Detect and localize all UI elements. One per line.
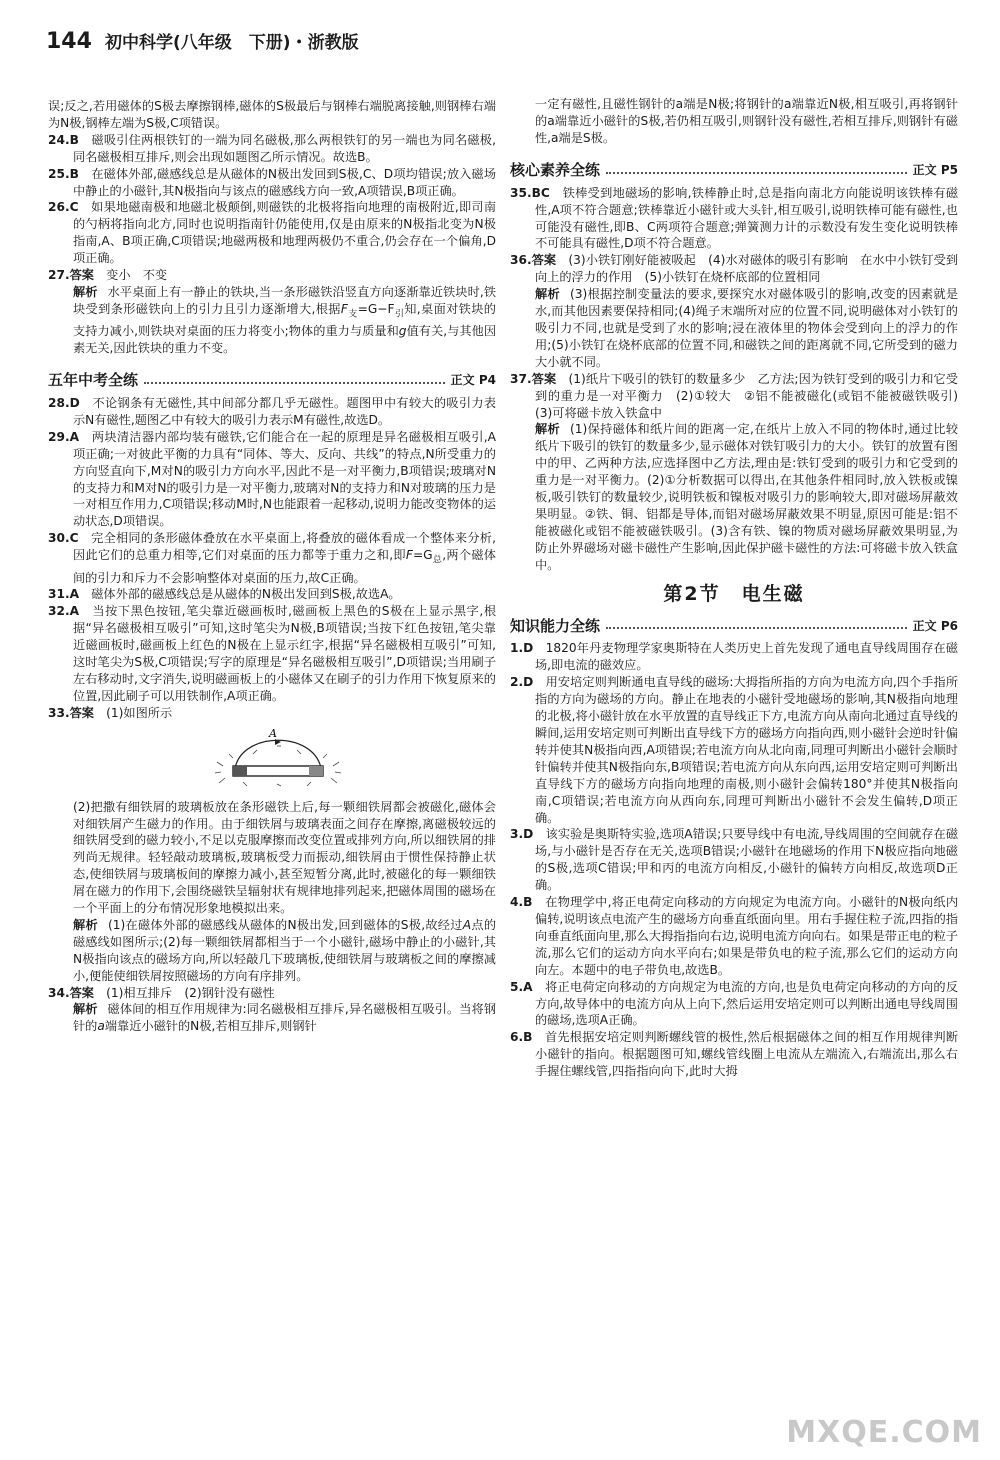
equation: =G−F [357, 301, 395, 316]
section-heading-knowledge [510, 612, 958, 634]
subscript: 引 [394, 309, 405, 320]
section-heading-zhongkao [48, 367, 496, 389]
question-number: 24.B [48, 132, 79, 147]
answer-33-part2: (2)把撒有细铁屑的玻璃板放在条形磁铁上后,每一颗细铁屑都会被磁化,磁体会对细铁屑产生磁力的作用。由于细铁屑与玻璃表面之间存在摩擦,离磁极较远的细铁屑受到的磁力较小,不足以克服摩擦而改变位置或排列方向,所以细铁屑的排列尚无规律。轻轻敲动玻璃板,玻璃板受力而振动,细铁屑由于惯性保持静止状态,使细铁屑与玻璃板间的摩擦力减小,甚至短暂分离,此时,被磁化的每一颗细铁屑在磁力的作用下,会围绕磁铁呈辐射状有规律地排列起来,把磁体周围的磁场在一个平面上的分布情况形象地模拟出来。 [73, 799, 496, 916]
answer-value: (1)相互排斥 (2)钢针没有磁性 [106, 985, 275, 1000]
answer-text: 磁吸引住两根铁钉的一端为同名磁极,那么两根铁钉的另一端也为同名磁极,同名磁极相互排斥,则会出现如题图乙所示情况。故选B。 [73, 132, 497, 164]
explanation-label: 解析 [73, 284, 98, 299]
symbol: F [340, 301, 348, 316]
question-number: 6.B [510, 1030, 533, 1045]
subscript: 总 [432, 555, 443, 566]
explanation-text: 值有关,与其他因素无关,因此铁块的重力不变。 [73, 324, 497, 356]
explanation-27 [48, 284, 496, 357]
explanation-text: 端靠近小磁针的N极,若相互排斥,则钢针 [104, 1019, 317, 1034]
answer-35 [510, 185, 958, 253]
explanation-text: (1)保持磁体和纸片间的距离一定,在纸片上放入不同的物体时,通过比较纸片下吸引的铁钉的数量多少,显示磁体对铁钉吸引力的大小。铁钉的放置有图中的甲、乙两种方法,应选择图中乙方法,理由是:铁钉受到的吸引力和它受到的重力是一对平衡力。(2)①分析数据可以得出,在其他条件相同时,放入铁板或镍板,吸引铁钉的数量较少,说明铁板和镍板对吸引力的影响较大,即对磁场屏蔽效果明显。②铁、铜、铝都是导体,而铝对磁场屏蔽效果不明显,原因可能是:铝不能被磁化或铝不能被磁铁吸引。(3)含有铁、镍的物质对磁场屏蔽效果明显,为防止外界磁场对磁卡磁性产生影响,因此保护磁卡磁性的方法:可将磁卡放入铁盒中。 [535, 422, 959, 572]
question-number: 36.答案 [510, 253, 557, 268]
question-number: 35.BC [510, 185, 550, 200]
answer-30 [48, 530, 496, 586]
question-number: 33.答案 [48, 705, 94, 720]
section-title: 知识能力全练 [510, 616, 601, 635]
answer-text: 两块清洁器内部均装有磁铁,它们能合在一起的原理是异名磁极相互吸引,A项正确;一对彼此平衡的力具有“同体、等大、反向、共线”的特点,N所受重力的方向竖直向下,M对N的吸引力方向水平,因此不是一对平衡力,B项错误;玻璃对N的支持力和M对N的吸引力是一对平衡力,玻璃对N的支持力和N对玻璃的压力是一对相互作用力,C项错误;移动M时,N也能跟着一起移动,说明力能改变物体的运动状态,D项错误。 [73, 429, 496, 529]
magnet-pole-right [309, 766, 323, 776]
explanation-label: 解析 [535, 287, 560, 302]
magnet-pole-left [233, 766, 247, 776]
question-number: 3.D [510, 827, 534, 842]
symbol: g [398, 324, 407, 339]
question-number: 29.A [48, 429, 80, 444]
answer-value: (3)小铁钉刚好能被吸起 (4)水对磁体的吸引有影响 在水中小铁钉受到向上的浮力的作用 (5)小铁钉在烧杯底部的位置相同 [535, 253, 959, 285]
answer-text: 用安培定则判断通电直导线的磁场:大拇指所指的方向为电流方向,四个手指所指的方向为磁场的方向。静止在地表的小磁针受地磁场的影响,其N极指向地理的北极,将小磁针放在水平放置的直导线正下方,电流方向从南向北通过直导线的瞬间,运用安培定则可判断出直导线下方的磁场方向指向西,则小磁针会逆时针偏转并使其N极指向西,A项错误;若电流方向从北向南,同理可判断出小磁针会顺时针偏转并使其N极指向东,B项错误;若电流方向从东向西,运用安培定则可判断出直导线下方的磁场方向指向地理的南极,则小磁针会偏转180°并使其N极指向南,C项错误;若电流方向从西向东,同理可判断出小磁针不会发生偏转,D项正确。 [535, 675, 959, 825]
question-number: 26.C [48, 200, 79, 215]
question-number: 34.答案 [48, 985, 94, 1000]
explanation-text: (3)根据控制变量法的要求,要探究水对磁体吸引的影响,改变的因素就是水,而其他因素要保持相同;(4)绳子末端所对应的位置不同,说明磁体对小铁钉的吸引力不同,也就是受到了水的影响;浸在液体里的物体会受到向上的浮力的作用;(5)小铁钉在烧杯底部的位置不同,和磁铁之间的距离就不同,它所受到的磁力大小就不同。 [535, 287, 959, 369]
dotted-leader [606, 627, 907, 629]
field-line [235, 740, 321, 768]
point-a-label: A [269, 726, 277, 740]
answer-text: 铁棒受到地磁场的影响,铁棒静止时,总是指向南北方向能说明该铁棒有磁性,A项不符合题意;铁棒靠近小磁针或大头针,相互吸引,说明铁棒可能有磁性,也可能没有磁性,即B、C两项符合题意;弹簧测力计的示数没有发生变化说明铁棒不可能具有磁性,D项不符合题意。 [535, 185, 959, 251]
subscript: 支 [347, 309, 358, 320]
answer-value: (1)如图所示 [106, 705, 173, 720]
question-number: 30.C [48, 531, 79, 546]
question-number: 1.D [510, 641, 534, 656]
answer-24 [48, 132, 496, 166]
left-column [48, 98, 496, 1035]
answer-text: 完全相同的条形磁体叠放在水平桌面上,将叠放的磁体看成一个整体来分析,因此它们的总重力相等,它们对桌面的压力都等于重力之和,即 [73, 531, 497, 563]
answer-26 [48, 199, 496, 267]
question-number: 5.A [510, 979, 533, 994]
answer-37 [510, 371, 971, 422]
answer-text: 首先根据安培定则判断螺线管的极性,然后根据磁体之间的相互作用规律判断小磁针的指向。根据题图可知,螺线管线圈上电流从左端流入,右端流出,那么右手握住螺线管,四指指向向下,此时大拇 [535, 1030, 959, 1079]
explanation-36 [510, 286, 958, 371]
symbol: A [462, 917, 472, 932]
dotted-leader [606, 172, 907, 174]
explanation-label: 解析 [73, 1002, 98, 1017]
explanation-label: 解析 [535, 422, 560, 437]
answer-25 [48, 166, 496, 200]
answer-text: 如果地磁南极和地磁北极颠倒,则磁铁的北极将指向地理的南极附近,即司南的勺柄将指向北方,同时也说明指南针仍能使用,仅是由原来的N极指北变为N极指南,A、B项正确,C项错误;地磁两极和地理两极仍不重合,仍会存在一个偏角,D项正确。 [73, 200, 497, 266]
answer-28 [48, 395, 496, 429]
explanation-text: 点的磁感线如图所示;(2)每一颗细铁屑都相当于一个小磁针,磁场中静止的小磁针,其N极指向该点的磁场方向,所以轻敲几下玻璃板,使细铁屑与玻璃板之间的摩擦减小,便能使细铁屑按照磁场的方向有序排列。 [73, 917, 497, 983]
section-page-ref: 正文 P4 [450, 373, 496, 388]
explanation-text: 水平桌面上有一静止的铁块,当一条形磁铁沿竖直方向逐渐靠近铁块时,铁块受到条形磁铁向上的引力且引力逐渐增大,根据 [73, 284, 497, 316]
symbol: F [405, 548, 413, 563]
question-number: 25.B [48, 166, 79, 181]
answer-29 [48, 429, 496, 530]
page-header [46, 28, 966, 62]
symbol: a [97, 1019, 105, 1034]
section-title: 五年中考全练 [48, 371, 139, 390]
question-number: 28.D [48, 396, 80, 411]
answer-27 [48, 267, 496, 284]
answer-text: 不论钢条有无磁性,其中间部分都几乎无磁性。题图甲中有较大的吸引力表示N有磁性,题图乙中有较大的吸引力表示M有磁性,故选D。 [73, 396, 497, 427]
answer-31 [48, 586, 496, 603]
answer-6 [510, 1029, 958, 1080]
answer-value: (1)纸片下吸引的铁钉的数量多少 乙方法;因为铁钉受到的吸引力和它受到的重力是一对平衡力 (2)①较大 ②铝不能被磁化(或铝不能被磁铁吸引) (3)可将磁卡放入铁盒中 [535, 371, 971, 420]
explanation-37 [510, 421, 958, 573]
book-title: 初中科学(八年级 下册)・浙教版 [105, 33, 359, 53]
section-heading-core [510, 157, 958, 179]
answer-text: 在物理学中,将正电荷定向移动的方向规定为电流方向。小磁针的N极向纸内偏转,说明该点电流产生的磁场方向垂直纸面向里。用右手握住粒子流,四指的指向垂直纸面向里,那么大拇指指向右边,说明电流方向向右。如果是带正电的粒子流,那么它们的运动方向水平向右;如果是带负电的粒子流,那么它们的运动方向向左。本题中的电子带负电,故选B。 [535, 895, 959, 977]
dotted-leader [144, 382, 445, 384]
answer-34 [48, 985, 496, 1002]
answer-2 [510, 674, 958, 826]
section-page-ref: 正文 P6 [912, 618, 958, 633]
answer-text: 1820年丹麦物理学家奥斯特在人类历史上首先发现了通电直导线周围存在磁场,即电流的磁效应。 [535, 641, 958, 673]
explanation-34 [48, 1001, 496, 1035]
answer-text: ,两个磁体间的引力和斥力不会影响整体对桌面的压力,故C正确。 [73, 548, 496, 585]
answer-5 [510, 979, 958, 1030]
explanation-text: 磁体间的相互作用规律为:同名磁极相互排斥,异名磁极相互吸引。当将钢针的 [73, 1002, 497, 1034]
section-page-ref: 正文 P5 [912, 162, 958, 177]
explanation-label: 解析 [73, 917, 98, 932]
answer-36 [510, 252, 958, 286]
right-column [510, 96, 971, 1080]
explanation-text: 知,桌面对铁块的支持力减小,则铁块对桌面的压力将变小;物体的重力与质量和 [73, 301, 496, 339]
magnet-field-figure [213, 726, 343, 788]
question-number: 32.A [48, 604, 80, 619]
answer-4 [510, 894, 958, 979]
watermark: MXQE.COM [786, 1415, 982, 1450]
answer-3 [510, 826, 958, 894]
section-title: 核心素养全练 [510, 160, 601, 179]
answer-1 [510, 640, 958, 674]
answer-32 [48, 603, 496, 704]
page-number: 144 [46, 29, 92, 54]
answer-text: 在磁体外部,磁感线总是从磁体的N极出发回到S极,C、D项均错误;放入磁场中静止的小磁针,其N极指向与该点的磁感线方向一致,A项错误,B项正确。 [73, 166, 497, 198]
explanation-33 [48, 917, 496, 985]
continued-text: 误;反之,若用磁体的S极去摩擦钢棒,磁体的S极最后与钢棒右端脱离接触,则钢棒右端为N极,钢棒左端为S极,C项错误。 [48, 99, 496, 130]
question-number: 37.答案 [510, 371, 557, 386]
answer-33 [48, 705, 496, 722]
explanation-text: (1)在磁体外部的磁感线从磁体的N极出发,回到磁体的S极,故经过 [107, 917, 463, 932]
answer-text: 磁体外部的磁感线总是从磁体的N极出发回到S极,故选A。 [91, 587, 401, 602]
question-number: 4.B [510, 895, 533, 910]
answer-text: 将正电荷定向移动的方向规定为电流的方向,也是负电荷定向移动的方向的反方向,故导体中的电流方向从上向下,然后运用安培定则可以判断出通电导线周围的磁场,选项A正确。 [535, 979, 959, 1028]
answer-text: 当按下黑色按钮,笔尖靠近磁画板时,磁画板上黑色的S极在上显示黑字,根据“异名磁极相互吸引”可知,这时笔尖为N极,B项错误;当按下红色按钮,笔尖靠近磁画板时,磁画板上红色的N极在上显示红字,根据“异名磁极相互吸引”可知,这时笔尖为S极,C项错误;写字的原理是“异名磁极相互吸引”,D项错误;当用刷子左右移动时,文字消失,说明磁画板上的小磁体又在刷子的引力作用下恢复原来的位置,因此刷子可以用铁制作,A项正确。 [73, 604, 497, 703]
equation: =G [412, 548, 433, 563]
question-number: 27.答案 [48, 268, 94, 283]
question-number: 2.D [510, 675, 534, 690]
answer-text: 该实验是奥斯特实验,选项A错误;只要导线中有电流,导线周围的空间就存在磁场,与小磁针是否存在无关,选项B错误;小磁针在地磁场的作用下N极应指向地磁的S极,选项C错误;甲和丙的电流方向相反,小磁针的偏转方向相反,故选项D正确。 [535, 827, 959, 893]
question-number: 31.A [48, 587, 80, 602]
continued-text: 一定有磁性,且磁性钢针的a端是N极;将钢针的a端靠近N极,相互吸引,再将钢针的a端靠近小磁针的S极,若仍相互吸引,则钢针没有磁性,若相互排斥,则钢针有磁性,a端是S极。 [535, 97, 958, 145]
answer-value: 变小 不变 [106, 268, 168, 283]
chapter-heading: 第2节 电生磁 [663, 582, 805, 605]
